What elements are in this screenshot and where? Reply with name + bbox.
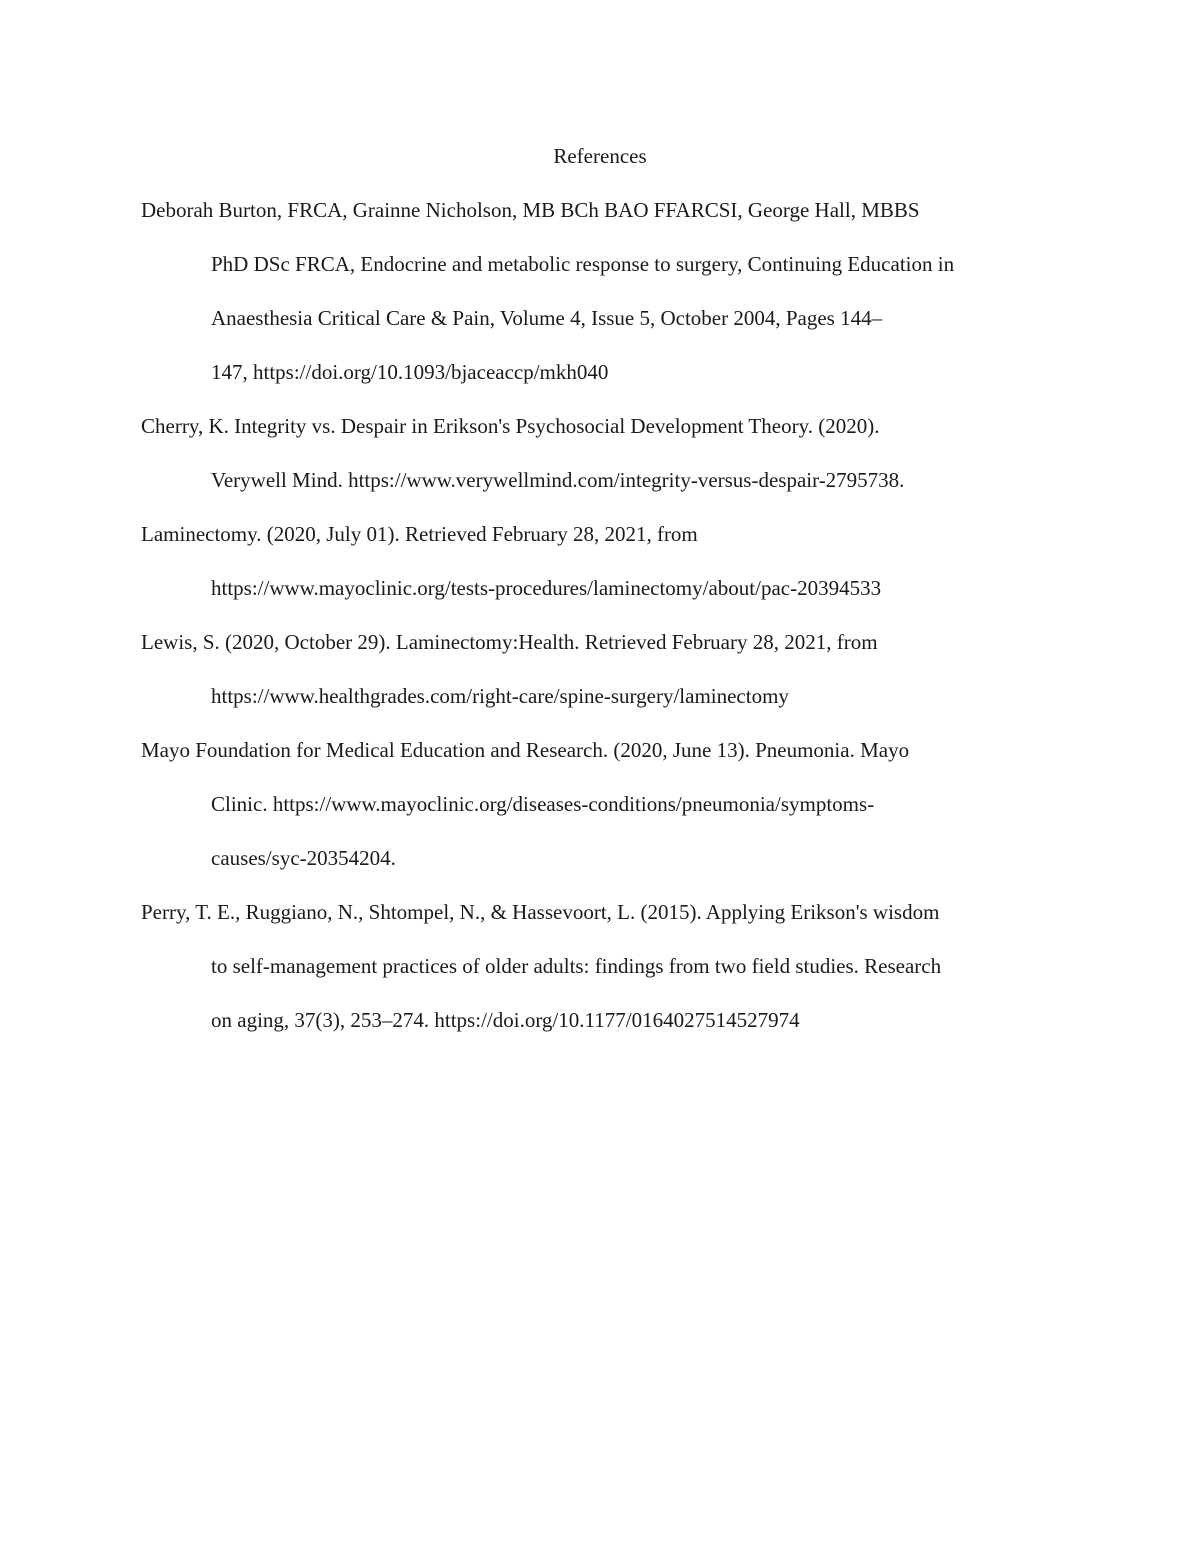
reference-line: https://www.healthgrades.com/right-care/spine-surgery/laminectomy	[211, 684, 789, 708]
reference-line: Cherry, K. Integrity vs. Despair in Erikson's Psychosocial Development Theory. (2020).	[141, 414, 880, 438]
reference-entry-lewis	[141, 626, 1051, 734]
reference-entry-cherry	[141, 410, 1051, 518]
reference-line: Perry, T. E., Ruggiano, N., Shtompel, N., & Hassevoort, L. (2015). Applying Erikson's wisdom	[141, 900, 940, 924]
reference-line: causes/syc-20354204.	[211, 846, 396, 870]
reference-list	[141, 194, 1051, 1058]
reference-entry-laminectomy	[141, 518, 1051, 626]
reference-entry-perry	[141, 896, 1051, 1058]
reference-line: 147, https://doi.org/10.1093/bjaceaccp/mkh040	[211, 360, 609, 384]
reference-line: Deborah Burton, FRCA, Grainne Nicholson, MB BCh BAO FFARCSI, George Hall, MBBS	[141, 198, 920, 222]
page-title: References	[553, 144, 647, 168]
reference-line: Mayo Foundation for Medical Education and Research. (2020, June 13). Pneumonia. Mayo	[141, 738, 910, 762]
reference-line: to self-management practices of older adults: findings from two field studies. Research	[211, 954, 942, 978]
reference-entry-burton	[141, 194, 1051, 410]
reference-line: https://www.mayoclinic.org/tests-procedures/laminectomy/about/pac-20394533	[211, 576, 882, 600]
reference-line: Anaesthesia Critical Care & Pain, Volume 4, Issue 5, October 2004, Pages 144–	[211, 306, 883, 330]
reference-line: Lewis, S. (2020, October 29). Laminectomy:Health. Retrieved February 28, 2021, from	[141, 630, 878, 654]
reference-line: Laminectomy. (2020, July 01). Retrieved February 28, 2021, from	[141, 522, 698, 546]
reference-line: Clinic. https://www.mayoclinic.org/diseases-conditions/pneumonia/symptoms-	[211, 792, 875, 816]
reference-entry-mayo	[141, 734, 1051, 896]
reference-line: Verywell Mind. https://www.verywellmind.com/integrity-versus-despair-2795738.	[211, 468, 905, 492]
reference-line: on aging, 37(3), 253–274. https://doi.org/10.1177/0164027514527974	[211, 1008, 800, 1032]
reference-line: PhD DSc FRCA, Endocrine and metabolic response to surgery, Continuing Education in	[211, 252, 955, 276]
